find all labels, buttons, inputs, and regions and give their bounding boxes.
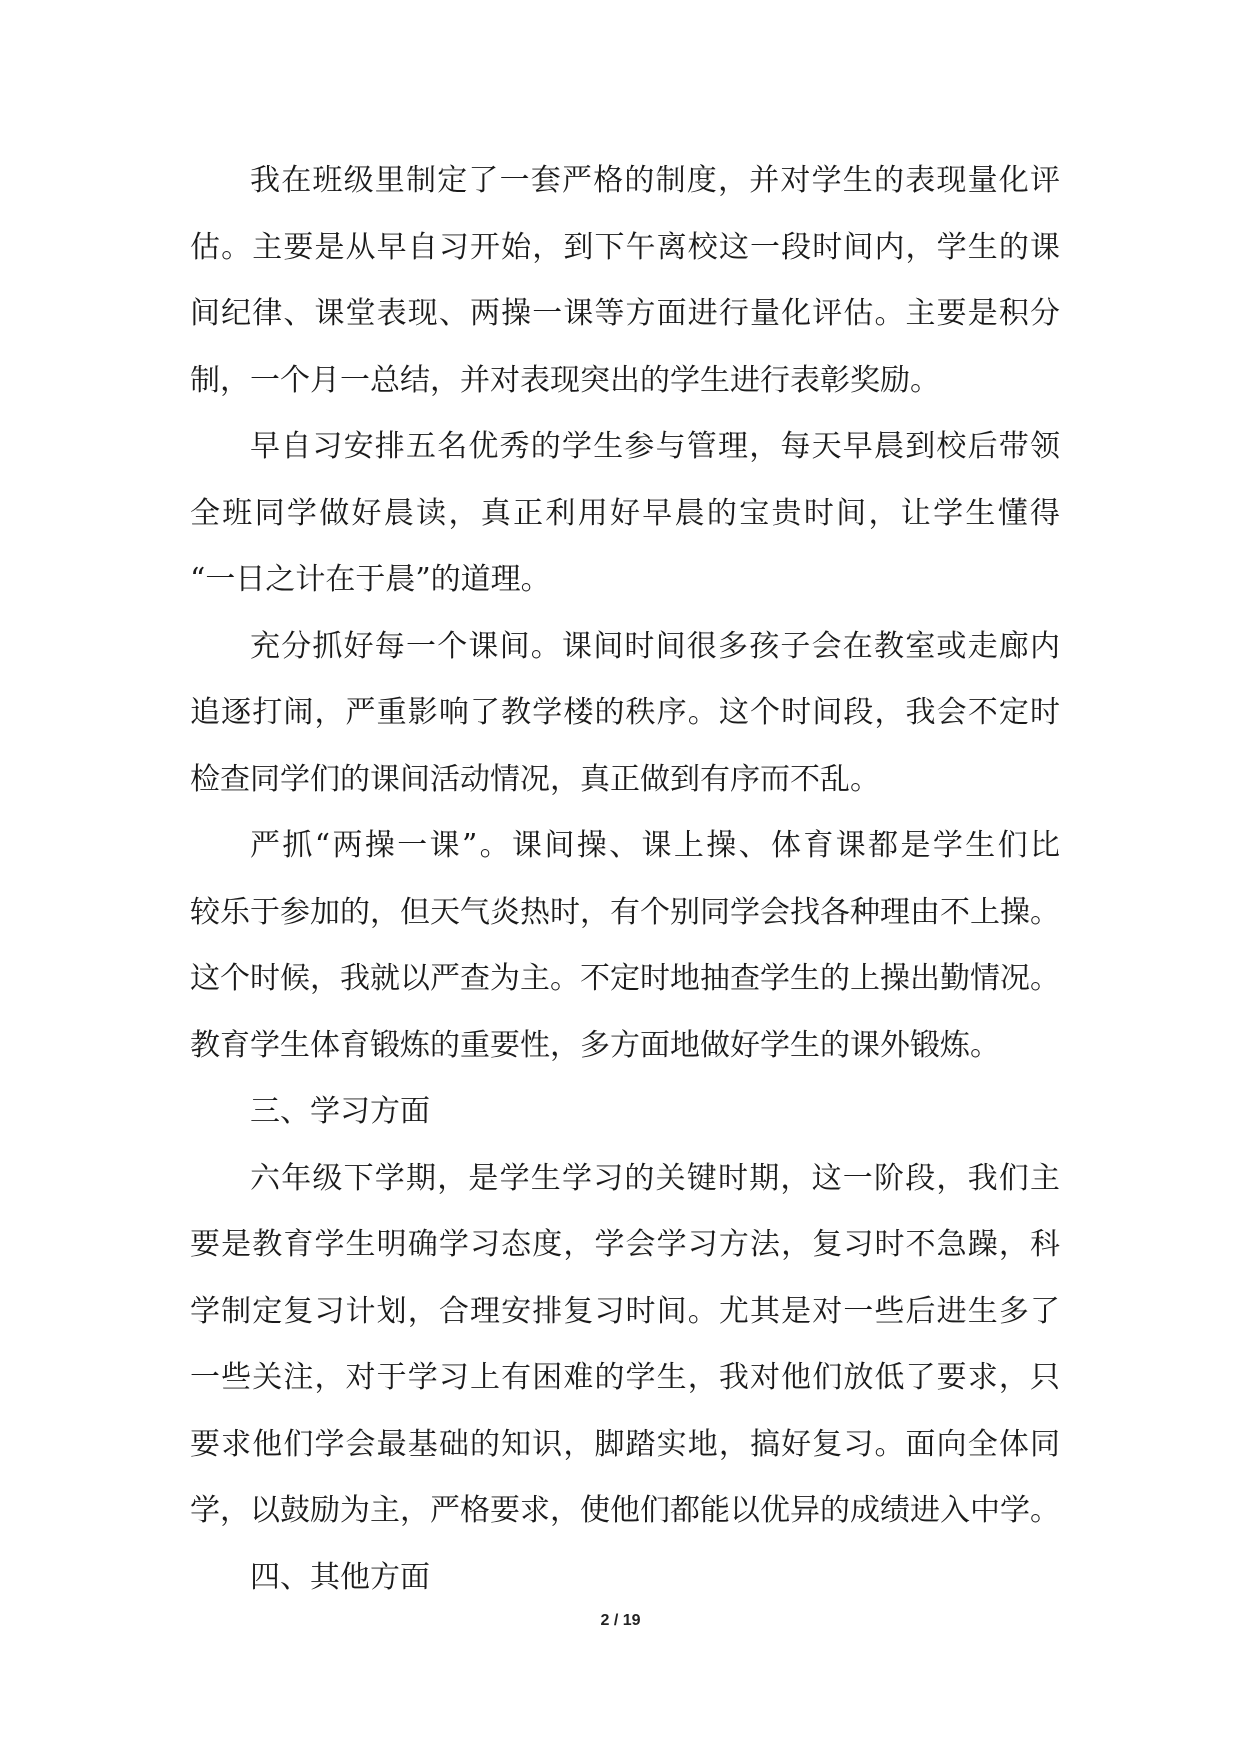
- section-heading: 三、学习方面: [250, 1094, 430, 1129]
- paragraph-line: “一日之计在于晨”的道理。: [190, 562, 551, 597]
- paragraph-line: 我在班级里制定了一套严格的制度，并对学生的表现量化评: [250, 163, 1060, 198]
- paragraph-line: 教育学生体育锻炼的重要性，多方面地做好学生的课外锻炼。: [190, 1027, 1000, 1063]
- page-number: 2 / 19: [600, 1612, 641, 1629]
- paragraph-line: 要求他们学会最基础的知识，脚踏实地，搞好复习。面向全体同: [190, 1426, 1060, 1462]
- paragraph-line: 一些关注，对于学习上有困难的学生，我对他们放低了要求，只: [190, 1360, 1060, 1395]
- paragraph-line: 间纪律、课堂表现、两操一课等方面进行量化评估。主要是积分: [190, 296, 1060, 331]
- paragraph-line: 六年级下学期，是学生学习的关键时期，这一阶段，我们主: [250, 1160, 1060, 1196]
- paragraph-line: 学制定复习计划，合理安排复习时间。尤其是对一些后进生多了: [190, 1293, 1060, 1329]
- paragraph-line: 较乐于参加的，但天气炎热时，有个别同学会找各种理由不上操。: [190, 894, 1060, 930]
- document-body: [190, 148, 1060, 1611]
- paragraph-line: 学，以鼓励为主，严格要求，使他们都能以优异的成绩进入中学。: [190, 1493, 1060, 1528]
- paragraph-line: 估。主要是从早自习开始，到下午离校这一段时间内，学生的课: [190, 229, 1060, 265]
- paragraph-line: 要是教育学生明确学习态度，学会学习方法，复习时不急躁，科: [190, 1227, 1060, 1262]
- paragraph-line: 检查同学们的课间活动情况，真正做到有序而不乱。: [190, 761, 880, 797]
- paragraph-line: 追逐打闹，严重影响了教学楼的秩序。这个时间段，我会不定时: [190, 695, 1060, 730]
- paragraph-line: 这个时候，我就以严查为主。不定时地抽查学生的上操出勤情况。: [190, 961, 1060, 996]
- paragraph-line: 全班同学做好晨读，真正利用好早晨的宝贵时间，让学生懂得: [190, 495, 1060, 531]
- paragraph-line: 制，一个月一总结，并对表现突出的学生进行表彰奖励。: [190, 362, 940, 398]
- paragraph-line: 早自习安排五名优秀的学生参与管理，每天早晨到校后带领: [250, 429, 1060, 464]
- section-heading: 四、其他方面: [250, 1559, 430, 1595]
- paragraph-line: 严抓“两操一课”。课间操、课上操、体育课都是学生们比: [250, 828, 1060, 863]
- paragraph-line: 充分抓好每一个课间。课间时间很多孩子会在教室或走廊内: [250, 628, 1060, 664]
